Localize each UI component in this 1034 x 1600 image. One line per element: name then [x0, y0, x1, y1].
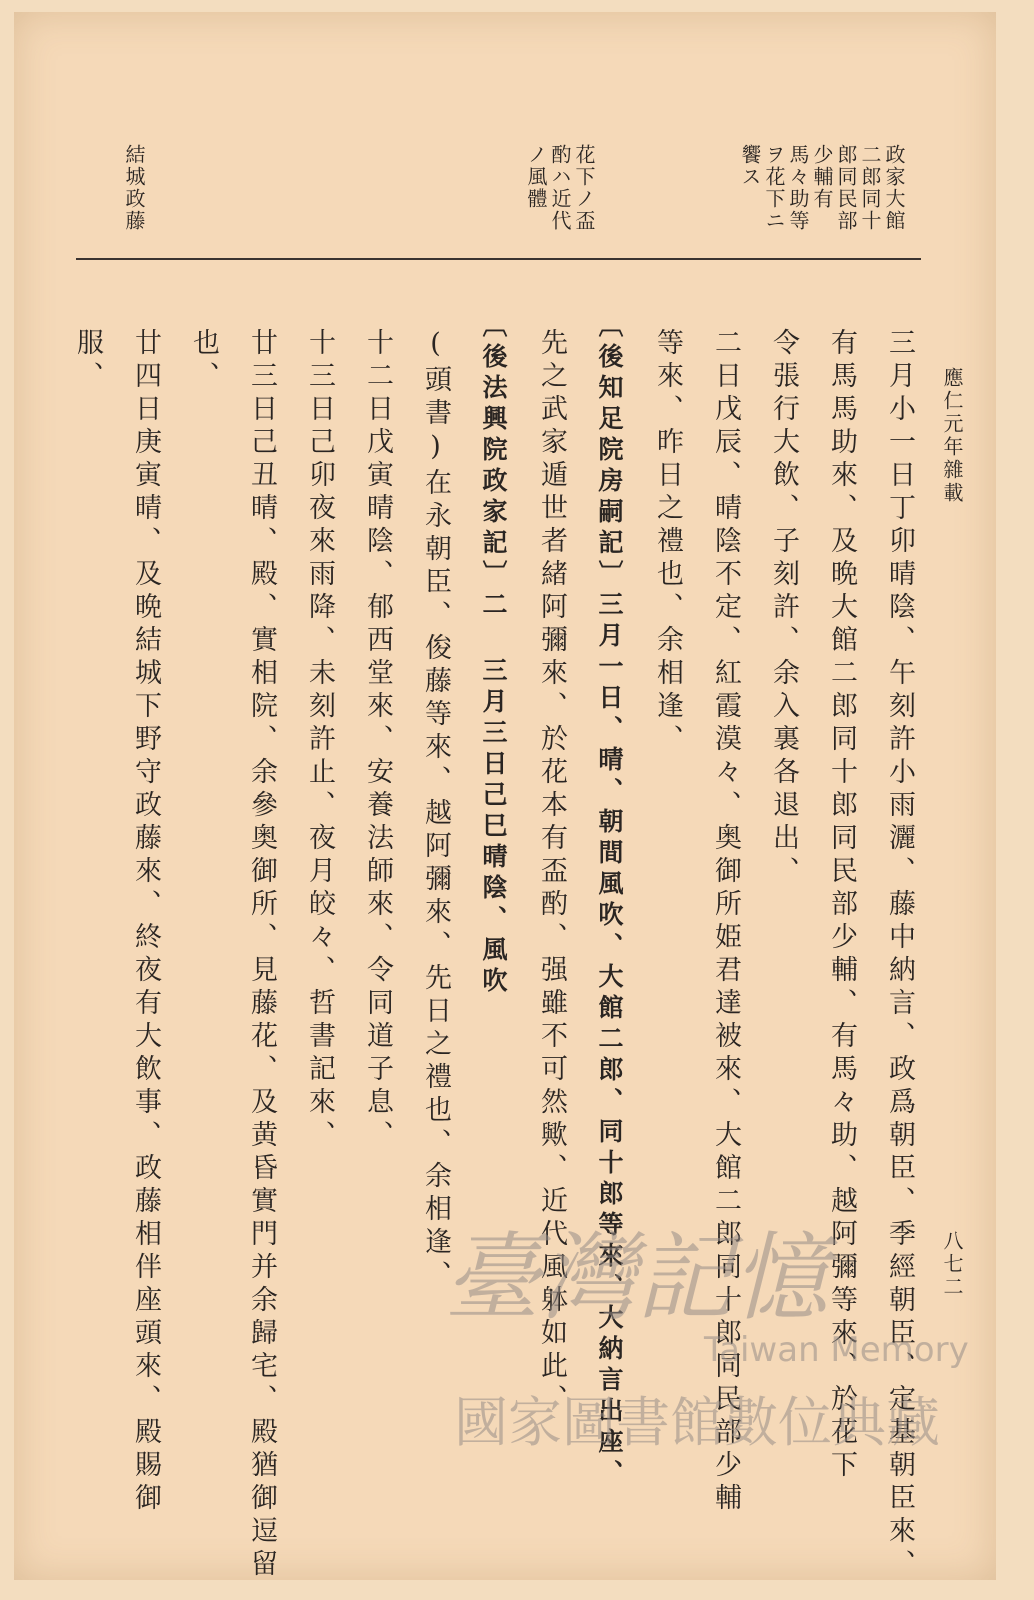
text-line-3: 令張行大飲、子刻許、余入裏各退出、 — [768, 328, 799, 889]
marginal-note-2: 花下ノ盃酌ハ近代ノ風體 — [524, 144, 596, 232]
page-number: 八七二 — [940, 1230, 964, 1299]
header-rule — [76, 258, 921, 260]
text-line-12: 廿三日己丑晴、殿、實相院、余參奥御所、見藤花、及黄昏實門并余歸宅、殿猶御逗留 — [246, 328, 277, 1582]
watermark-institution: 國家圖書館數位典藏 — [454, 1391, 940, 1454]
watermark-logo: 臺灣記憶 — [444, 1222, 828, 1334]
text-line-14: 廿四日庚寅晴、及晩結城下野守政藤來、終夜有大飲事、政藤相伴座頭來、殿賜御 — [130, 328, 161, 1516]
marginal-note-3: 結城政藤 — [122, 144, 146, 232]
text-line-1: 三月小一日丁卯晴陰、午刻許小雨灑、藤中納言、政爲朝臣、季經朝臣、定基朝臣來、 — [884, 328, 915, 1582]
running-title: 應仁元年雜載 — [940, 367, 964, 505]
text-line-6: 〔後知足院房嗣記〕三月一日、晴、朝間風吹、大館二郎、同十郎等來、大納言出座、 — [595, 312, 624, 1490]
text-line-13: 也、 — [188, 328, 219, 394]
marginal-note-1: 政家大館二郎同十郎同民部少輔有馬々助等ヲ花下ニ饗ス — [738, 144, 906, 232]
text-line-7: 先之武家遁世者緒阿彌來、於花本有盃酌、强雖不可然歟、近代風躰如此、 — [536, 328, 567, 1417]
text-line-8: 〔後法興院政家記〕二 三月三日己巳晴陰、風吹 — [479, 312, 508, 998]
book-page — [14, 12, 996, 1580]
text-line-2: 有馬馬助來、及晩大館二郎同十郎同民部少輔、有馬々助、越阿彌等來、於花下 — [826, 328, 857, 1483]
text-line-4: 二日戊辰、晴陰不定、紅霞漠々、奥御所姫君達被來、大館二郎同十郎同民部少輔 — [710, 328, 741, 1516]
text-line-10: 十二日戊寅晴陰、郁西堂來、安養法師來、令同道子息、 — [362, 328, 393, 1153]
text-line-15: 服、 — [72, 328, 103, 394]
text-line-11: 十三日己卯夜來雨降、未刻許止、夜月皎々、哲書記來、 — [304, 328, 335, 1153]
watermark-subtitle: Taiwan Memory — [704, 1330, 969, 1370]
text-line-5: 等來、昨日之禮也、余相逢、 — [652, 328, 683, 757]
text-line-9: (頭書)在永朝臣、俊藤等來、越阿彌來、先日之禮也、余相逢、 — [420, 328, 451, 1293]
